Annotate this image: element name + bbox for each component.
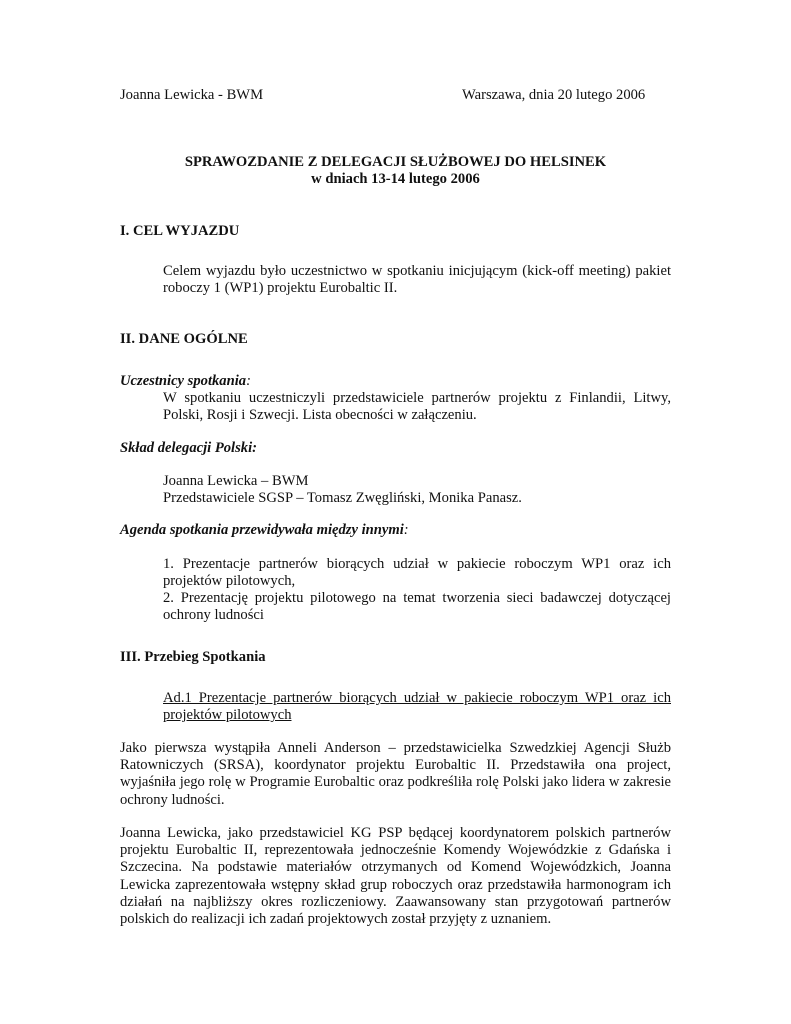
section-3-heading: III. Przebieg Spotkania	[120, 649, 266, 665]
agenda-colon: :	[403, 522, 409, 538]
delegation-line-2: Przedstawiciele SGSP – Tomasz Zwęgliński, Monika Panasz.	[163, 490, 522, 506]
section-3-subheading: Ad.1 Prezentacje partnerów biorących udział w pakiecie roboczym WP1 oraz ich projektów pilotowych	[163, 690, 671, 724]
participants-text: W spotkaniu uczestniczyli przedstawiciele partnerów projektu z Finlandii, Litwy, Polski, Rosji i Szwecji. Lista obecności w załączeniu.	[163, 390, 671, 424]
delegation-line-1: Joanna Lewicka – BWM	[163, 473, 309, 489]
agenda-item-2: 2. Prezentację projektu pilotowego na temat tworzenia sieci badawczej dotyczącej ochrony ludności	[163, 590, 671, 624]
document-title: SPRAWOZDANIE Z DELEGACJI SŁUŻBOWEJ DO HELSINEK	[184, 154, 607, 170]
agenda-label: Agenda spotkania przewidywała między innymi	[120, 522, 404, 538]
participants-label-line	[120, 373, 251, 390]
section-3-paragraph-1: Jako pierwsza wystąpiła Anneli Anderson – przedstawicielka Szwedzkiej Agencji Służb Ratowniczych (SRSA), koordynator projektu Eurobaltic II. Przedstawiła ona project, wyjaśniła jego rolę w Programie Eurobaltic oraz podkreśliła rolę Polski jako lidera w zakresie ochrony ludności.	[120, 740, 671, 808]
place-date: Warszawa, dnia 20 lutego 2006	[462, 87, 646, 103]
participants-colon: :	[246, 373, 251, 389]
document-subtitle: w dniach 13-14 lutego 2006	[311, 171, 480, 187]
section-1-text: Celem wyjazdu było uczestnictwo w spotkaniu inicjującym (kick-off meeting) pakiet roboczy 1 (WP1) projektu Eurobaltic II.	[163, 263, 671, 297]
agenda-item-1: 1. Prezentacje partnerów biorących udział w pakiecie roboczym WP1 oraz ich projektów pilotowych,	[163, 556, 671, 590]
section-2-heading: II. DANE OGÓLNE	[120, 331, 248, 347]
participants-label: Uczestnicy spotkania	[120, 373, 247, 389]
delegation-label: Skład delegacji Polski:	[120, 440, 258, 456]
section-1-heading: I. CEL WYJAZDU	[120, 223, 240, 239]
agenda-label-line	[120, 522, 409, 539]
section-3-paragraph-2: Joanna Lewicka, jako przedstawiciel KG PSP będącej koordynatorem polskich partnerów projektu Eurobaltic II, reprezentowała jednocześnie Komendy Wojewódzkie z Gdańska i Szczecina. Na podstawie materiałów otrzymanych od Komend Wojewódzkich, Joanna Lewicka zaprezentowała wstępny skład grup roboczych oraz przedstawiła harmonogram ich działań na najbliższy okres rozliczeniowy. Zaawansowany stan przygotowań partnerów polskich do realizacji ich zadań projektowych został przyjęty z uznaniem.	[120, 825, 671, 928]
author-line: Joanna Lewicka - BWM	[120, 87, 264, 103]
